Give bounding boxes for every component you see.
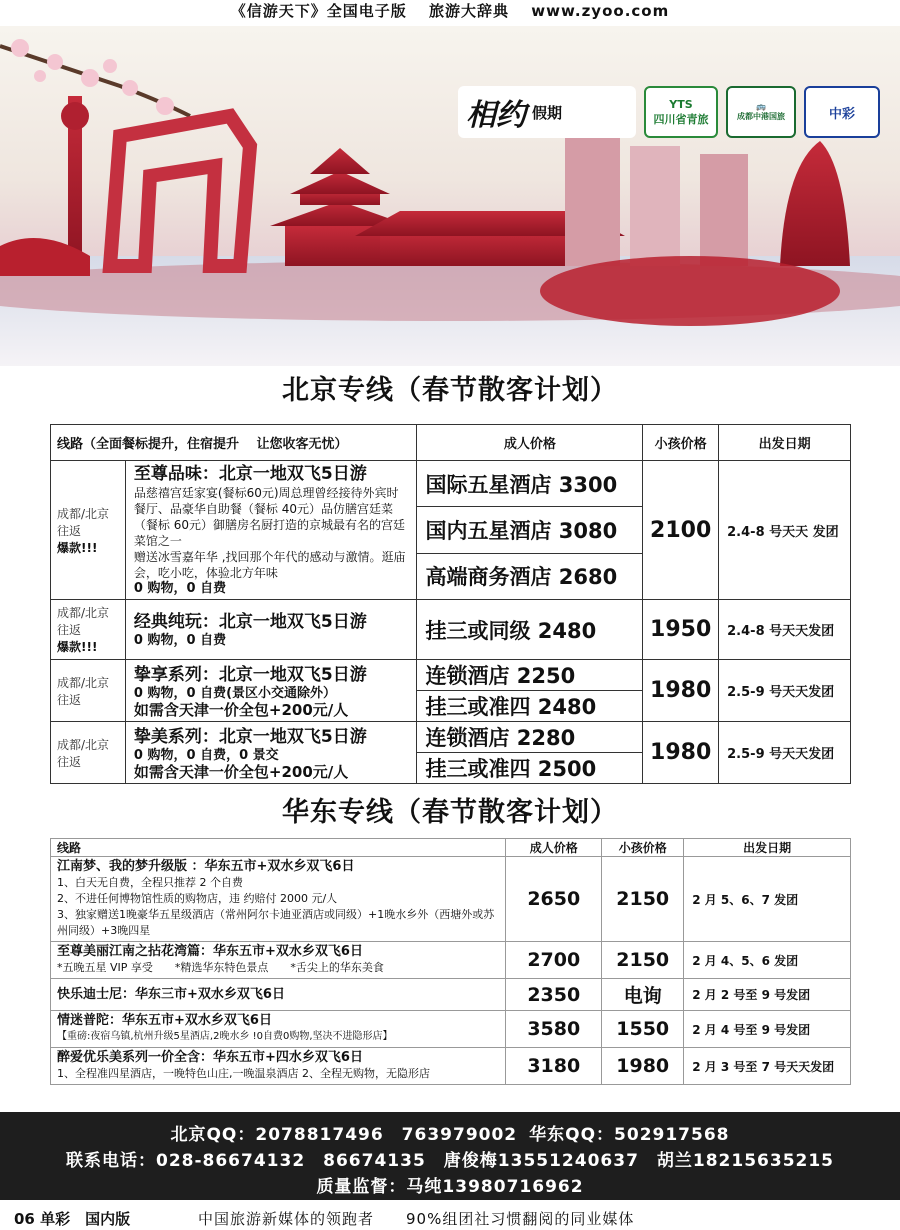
hotel-price: 连锁酒店 2250 — [417, 660, 643, 691]
departure-date: 2.4-8 号天天 发团 — [719, 461, 851, 600]
hotel-price: 挂三或同级 2480 — [417, 600, 643, 660]
table-row — [51, 461, 851, 507]
sichuan-cyts-logo: YTS 四川省青旅 — [644, 86, 718, 138]
date-header: 出发日期 — [719, 425, 851, 461]
page-number: 06 单彩 国内版 — [14, 1210, 131, 1228]
kid-price: 1980 — [602, 1048, 684, 1085]
table-row — [51, 942, 851, 979]
kid-price: 1980 — [643, 722, 719, 784]
table-row — [51, 600, 851, 660]
publication-title: 《信游天下》全国电子版 — [230, 2, 407, 20]
beijing-qq: 北京QQ：2078817496 763979002 — [170, 1125, 518, 1145]
kid-price-header: 小孩价格 — [643, 425, 719, 461]
chengdu-zhonggang-logo: 🚌 成都中港国旅 — [726, 86, 796, 138]
kid-price: 2150 — [602, 857, 684, 942]
table-row — [51, 1011, 851, 1048]
kid-price: 2150 — [602, 942, 684, 979]
route-header: 线路（全面餐标提升，住宿提升 让您收客无忧） — [51, 425, 417, 461]
tour-description: 挚美系列：北京一地双飞5日游 0 购物，0 自费，0 景交 如需含天津一价全包+200元/人 — [125, 722, 417, 784]
route-header: 线路 — [51, 839, 506, 857]
hotel-price: 挂三或准四 2500 — [417, 753, 643, 784]
tour-description: 快乐迪士尼：华东三市+双水乡双飞6日 — [51, 979, 506, 1011]
page-footer — [0, 1208, 900, 1230]
logo-bar — [458, 86, 880, 138]
kid-price: 1980 — [643, 660, 719, 722]
contact-phone: 联系电话：028-86674132 86674135 唐俊梅13551240637 胡兰18215635215 — [65, 1151, 835, 1171]
beijing-section-title: 北京专线（春节散客计划） — [282, 375, 618, 406]
beijing-skyline-illustration — [0, 26, 900, 366]
adult-price: 3180 — [506, 1048, 602, 1085]
tour-description: 挚享系列：北京一地双飞5日游 0 购物，0 自费(景区小交通除外） 如需含天津一价全包+200元/人 — [125, 660, 417, 722]
route-cell: 成都/北京往返 — [51, 660, 126, 722]
departure-date: 2 月 3 号至 7 号天天发团 — [684, 1048, 851, 1085]
hotel-price: 高端商务酒店 2680 — [417, 553, 643, 599]
zhongcai-logo: 中彩 — [804, 86, 880, 138]
adult-price: 3580 — [506, 1011, 602, 1048]
kid-price: 1550 — [602, 1011, 684, 1048]
footer-slogan: 中国旅游新媒体的领跑者 90%组团社习惯翻阅的同业媒体 — [198, 1210, 635, 1228]
hotel-price: 国际五星酒店 3300 — [417, 461, 643, 507]
tour-description: 江南梦、我的梦升级版 ：华东五市+双水乡双飞6日 1、白天无自费，全程只推荐 2 个自费 2、不进任何博物馆性质的购物店，违 约赔付 2000 元/人 3、独家赠送1晚豪华五星级酒店（常州阿尔卡迪亚酒店或同级）+1晚水乡外（西塘外或苏州同级）+3晚四星 — [51, 857, 506, 942]
departure-date: 2 月 5、6、7 发团 — [684, 857, 851, 942]
table-row — [51, 979, 851, 1011]
hotel-price: 连锁酒店 2280 — [417, 722, 643, 753]
adult-price: 2350 — [506, 979, 602, 1011]
adult-price: 2650 — [506, 857, 602, 942]
contact-bar — [0, 1112, 900, 1200]
quality-supervisor: 质量监督：马纯13980716962 — [316, 1177, 584, 1197]
tour-description: 经典纯玩：北京一地双飞5日游 0 购物，0 自费 — [125, 600, 417, 660]
tour-description: 至尊品味：北京一地双飞5日游 品慈禧宫廷家宴(餐标60元)周总理曾经接待外宾时餐厅、品豪华自助餐（餐标 40元）品仿膳宫廷菜（餐标 60元）御膳房名厨打造的京城最有名的宫廷菜馆之一 赠送冰雪嘉年华 ,找回那个年代的感动与激情。逛庙会，吃小吃，体验北方年味 0 购物，0 自费 — [125, 461, 417, 600]
adult-price-header: 成人价格 — [506, 839, 602, 857]
xiangyue-logo: 相约 假期 — [458, 86, 636, 138]
adult-price: 2700 — [506, 942, 602, 979]
departure-date: 2 月 2 号至 9 号发团 — [684, 979, 851, 1011]
departure-date: 2.5-9 号天天发团 — [719, 660, 851, 722]
table-row — [51, 722, 851, 753]
table-header-row — [51, 425, 851, 461]
banner-image — [0, 26, 900, 366]
site-url[interactable]: www.zyoo.com — [531, 2, 670, 20]
route-cell: 成都/北京往返 爆款!!! — [51, 461, 126, 600]
hotel-price: 国内五星酒店 3080 — [417, 507, 643, 553]
departure-date: 2 月 4 号至 9 号发团 — [684, 1011, 851, 1048]
route-cell: 成都/北京往返 爆款!!! — [51, 600, 126, 660]
kid-price: 1950 — [643, 600, 719, 660]
table-row — [51, 857, 851, 942]
kid-price: 2100 — [643, 461, 719, 600]
huadong-qq: 华东QQ：502917568 — [529, 1125, 730, 1145]
table-header-row — [51, 839, 851, 857]
huadong-price-table — [50, 838, 851, 1085]
huadong-section-title: 华东专线（春节散客计划） — [282, 797, 618, 828]
route-cell: 成都/北京往返 — [51, 722, 126, 784]
kid-price-header: 小孩价格 — [602, 839, 684, 857]
tour-description: 醉爱优乐美系列一价全含：华东五市+四水乡双飞6日 1、全程准四星酒店，一晚特色山庄,一晚温泉酒店 2、全程无购物，无隐形店 — [51, 1048, 506, 1085]
departure-date: 2.4-8 号天天发团 — [719, 600, 851, 660]
tour-description: 至尊美丽江南之拈花湾篇：华东五市+双水乡双飞6日 *五晚五星 VIP 享受 *精选华东特色景点 *舌尖上的华东美食 — [51, 942, 506, 979]
table-row — [51, 660, 851, 691]
dictionary-title: 旅游大辞典 — [429, 2, 510, 20]
departure-date: 2 月 4、5、6 发团 — [684, 942, 851, 979]
hotel-price: 挂三或准四 2480 — [417, 691, 643, 722]
top-header — [0, 0, 900, 24]
date-header: 出发日期 — [684, 839, 851, 857]
tour-description: 情迷普陀：华东五市+双水乡双飞6日 【重磅:夜宿乌镇,杭州升级5星酒店,2晚水乡 !0自费0购物,坚决不进隐形店】 — [51, 1011, 506, 1048]
kid-price: 电询 — [602, 979, 684, 1011]
beijing-price-table — [50, 424, 851, 784]
adult-price-header: 成人价格 — [417, 425, 643, 461]
table-row — [51, 1048, 851, 1085]
departure-date: 2.5-9 号天天发团 — [719, 722, 851, 784]
